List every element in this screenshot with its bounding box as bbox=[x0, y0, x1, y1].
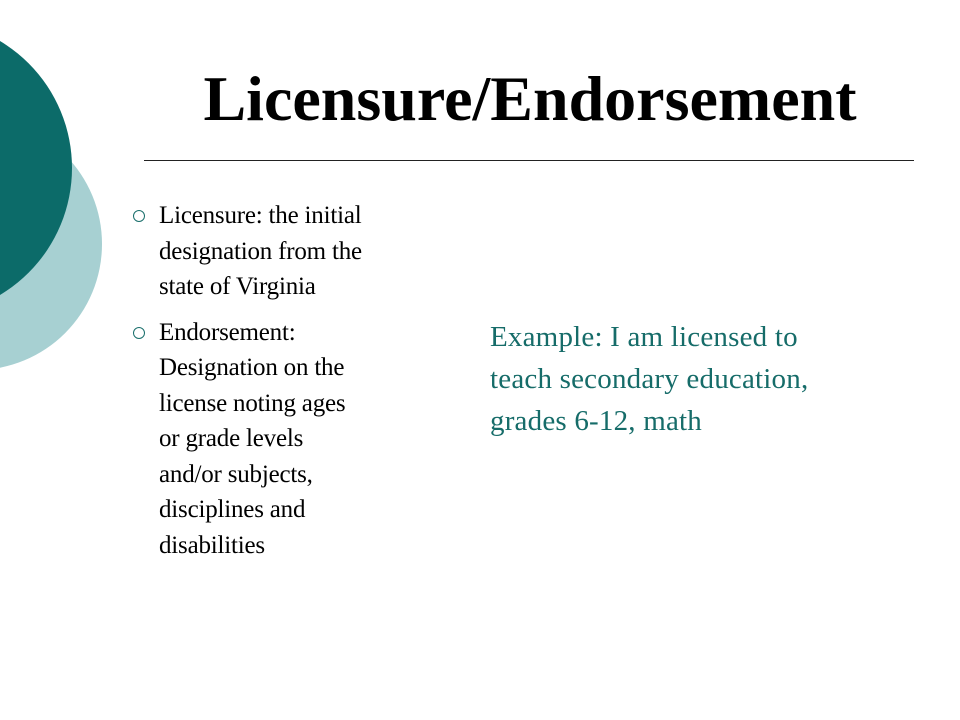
example-line: grades 6-12, math bbox=[490, 405, 702, 437]
bullet-circle-icon bbox=[133, 210, 145, 222]
bullet-line: disabilities bbox=[159, 531, 265, 559]
slide-title: Licensure/Endorsement bbox=[203, 63, 857, 134]
bullet-list bbox=[128, 198, 438, 573]
example-line: Example: I am licensed to bbox=[490, 321, 798, 353]
bullet-line: Licensure: the initial bbox=[159, 202, 362, 229]
example-line: teach secondary education, bbox=[490, 363, 809, 395]
example-text bbox=[490, 316, 910, 442]
bullet-line: designation from the bbox=[159, 237, 362, 265]
bullet-line: Designation on the bbox=[159, 354, 345, 381]
bullet-item-licensure bbox=[128, 198, 438, 305]
bullet-item-endorsement bbox=[128, 315, 438, 564]
bullet-line: and/or subjects, bbox=[159, 460, 313, 488]
bullet-line: or grade levels bbox=[159, 425, 304, 452]
title-divider bbox=[144, 160, 914, 161]
bullet-circle-icon bbox=[133, 327, 145, 339]
bullet-line: state of Virginia bbox=[159, 273, 316, 300]
bullet-line: Endorsement: bbox=[159, 318, 296, 346]
bullet-line: license noting ages bbox=[159, 389, 346, 417]
bullet-line: disciplines and bbox=[159, 496, 306, 523]
